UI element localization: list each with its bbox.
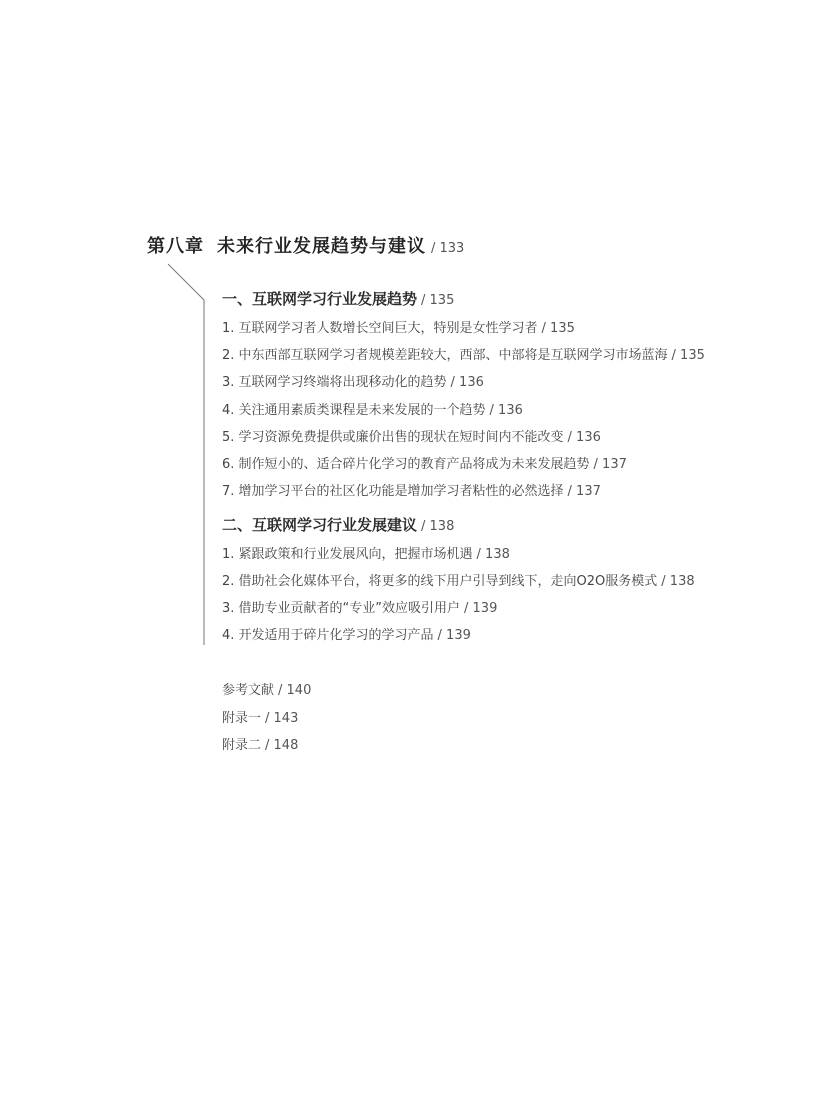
toc-entry-text: 6. 制作短小的、适合碎片化学习的教育产品将成为未来发展趋势: [222, 457, 590, 472]
chapter-heading[interactable]: [147, 232, 464, 260]
section-heading-trends[interactable]: [222, 288, 454, 309]
toc-entry-page: / 138: [661, 574, 695, 589]
section-page-number: / 138: [421, 519, 455, 534]
toc-entry-page: / 136: [567, 430, 601, 445]
toc-entry-text: 附录一: [222, 711, 262, 726]
toc-entry-page: / 140: [278, 683, 312, 698]
section-title: 一、互联网学习行业发展趋势: [222, 290, 418, 308]
toc-entry[interactable]: [222, 597, 497, 616]
toc-entry-page: / 136: [450, 375, 484, 390]
section-title: 二、互联网学习行业发展建议: [222, 516, 418, 534]
toc-entry-text: 7. 增加学习平台的社区化功能是增加学习者粘性的必然选择: [222, 484, 564, 499]
toc-entry[interactable]: [222, 624, 471, 643]
toc-entry-appendix-1[interactable]: [222, 707, 298, 726]
toc-entry-appendix-2[interactable]: [222, 734, 298, 753]
toc-entry-page: / 137: [567, 484, 601, 499]
section-heading-suggestions[interactable]: [222, 514, 454, 535]
toc-entry-page: / 148: [265, 738, 299, 753]
toc-entry-page: / 138: [476, 547, 510, 562]
chapter-title: 未来行业发展趋势与建议: [217, 236, 426, 257]
toc-entry-page: / 143: [265, 711, 299, 726]
toc-entry-text: 4. 开发适用于碎片化学习的学习产品: [222, 628, 434, 643]
toc-entry-text: 1. 互联网学习者人数增长空间巨大，特别是女性学习者: [222, 321, 538, 336]
chapter-label: 第八章: [147, 236, 204, 257]
toc-entry[interactable]: [222, 344, 705, 363]
toc-entry-text: 3. 借助专业贡献者的“专业”效应吸引用户: [222, 601, 461, 616]
section-page-number: / 135: [421, 293, 455, 308]
toc-entry-text: 2. 中东西部互联网学习者规模差距较大，西部、中部将是互联网学习市场蓝海: [222, 348, 668, 363]
toc-entry[interactable]: [222, 399, 523, 418]
toc-entry-page: / 136: [489, 403, 523, 418]
toc-entry-text: 3. 互联网学习终端将出现移动化的趋势: [222, 375, 447, 390]
chapter-page-number: / 133: [431, 241, 465, 256]
toc-entry[interactable]: [222, 371, 484, 390]
toc-entry-references[interactable]: [222, 679, 311, 698]
toc-entry-text: 5. 学习资源免费提供或廉价出售的现状在短时间内不能改变: [222, 430, 564, 445]
toc-entry[interactable]: [222, 480, 601, 499]
toc-entry-page: / 139: [437, 628, 471, 643]
toc-entry-page: / 139: [464, 601, 498, 616]
toc-entry-text: 1. 紧跟政策和行业发展风向，把握市场机遇: [222, 547, 473, 562]
toc-entry-text: 2. 借助社会化媒体平台，将更多的线下用户引导到线下，走向O2O服务模式: [222, 574, 658, 589]
toc-entry-text: 参考文献: [222, 683, 275, 698]
toc-entry-page: / 137: [593, 457, 627, 472]
toc-entry[interactable]: [222, 317, 575, 336]
toc-entry[interactable]: [222, 453, 627, 472]
toc-entry-page: / 135: [541, 321, 575, 336]
toc-entry-page: / 135: [671, 348, 705, 363]
toc-entry[interactable]: [222, 543, 510, 562]
toc-entry[interactable]: [222, 426, 601, 445]
toc-entry-text: 4. 关注通用素质类课程是未来发展的一个趋势: [222, 403, 486, 418]
toc-entry-text: 附录二: [222, 738, 262, 753]
toc-entry[interactable]: [222, 570, 695, 589]
